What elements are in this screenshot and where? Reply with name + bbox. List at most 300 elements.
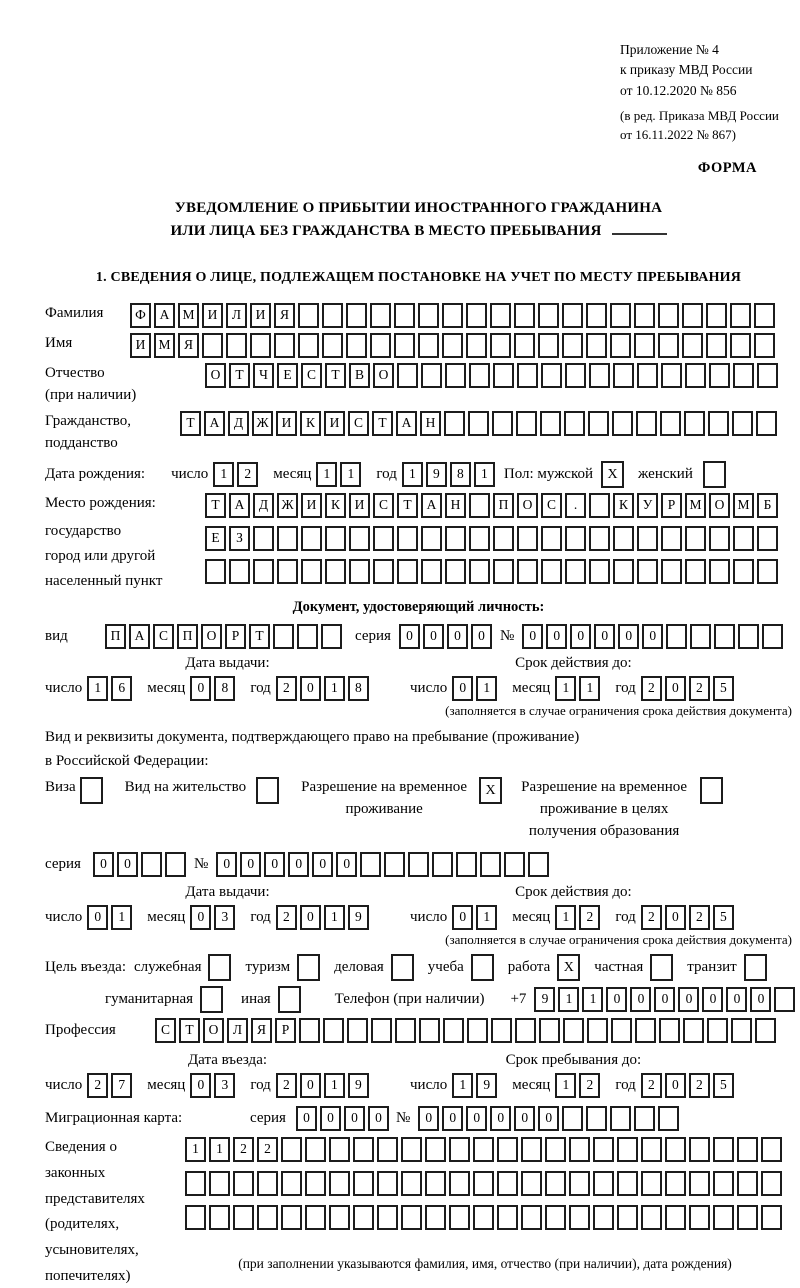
char-box[interactable] [660,411,681,436]
char-box[interactable] [634,333,655,358]
char-box[interactable] [517,363,538,388]
char-box[interactable] [737,1171,758,1196]
char-box[interactable] [562,303,583,328]
char-box[interactable] [754,303,775,328]
char-box[interactable]: Д [228,411,249,436]
char-box[interactable] [737,1137,758,1162]
char-box[interactable] [209,1205,230,1230]
char-box[interactable] [301,526,322,551]
char-box[interactable]: О [517,493,538,518]
char-box[interactable]: 2 [689,1073,710,1098]
char-box[interactable] [514,333,535,358]
char-box[interactable] [401,1171,422,1196]
char-box[interactable] [565,526,586,551]
char-box[interactable] [545,1171,566,1196]
char-box[interactable] [562,1106,583,1131]
char-box[interactable]: 0 [336,852,357,877]
char-box[interactable] [305,1171,326,1196]
char-box[interactable]: О [203,1018,224,1043]
char-box[interactable]: 0 [190,1073,211,1098]
char-box[interactable]: Ж [252,411,273,436]
char-box[interactable]: 0 [630,987,651,1012]
char-box[interactable]: Л [227,1018,248,1043]
char-box[interactable]: Т [372,411,393,436]
char-box[interactable]: 0 [300,676,321,701]
char-box[interactable] [593,1137,614,1162]
char-box[interactable] [305,1137,326,1162]
char-box[interactable] [708,411,729,436]
char-box[interactable] [564,411,585,436]
char-box[interactable] [467,1018,488,1043]
char-box[interactable] [685,559,706,584]
char-box[interactable] [514,303,535,328]
char-box[interactable] [637,526,658,551]
char-box[interactable] [493,559,514,584]
char-box[interactable]: Е [205,526,226,551]
char-box[interactable]: Т [179,1018,200,1043]
char-box[interactable]: 0 [399,624,420,649]
char-box[interactable]: С [153,624,174,649]
char-box[interactable] [756,411,777,436]
char-box[interactable] [682,333,703,358]
char-box[interactable]: 2 [276,676,297,701]
char-box[interactable] [613,559,634,584]
char-box[interactable] [738,624,759,649]
char-box[interactable] [637,363,658,388]
char-box[interactable]: М [154,333,175,358]
char-box[interactable] [377,1205,398,1230]
char-box[interactable] [733,526,754,551]
char-box[interactable]: 1 [316,462,337,487]
char-box[interactable]: 1 [558,987,579,1012]
char-box[interactable] [517,526,538,551]
char-box[interactable]: 0 [570,624,591,649]
sex-male-checkbox[interactable]: X [601,461,624,488]
char-box[interactable]: 0 [546,624,567,649]
char-box[interactable] [757,559,778,584]
char-box[interactable] [360,852,381,877]
char-box[interactable] [613,526,634,551]
char-box[interactable]: С [541,493,562,518]
char-box[interactable]: 9 [348,905,369,930]
char-box[interactable] [297,624,318,649]
char-box[interactable] [209,1171,230,1196]
char-box[interactable] [425,1205,446,1230]
char-box[interactable] [325,526,346,551]
char-box[interactable] [641,1205,662,1230]
char-box[interactable]: 0 [490,1106,511,1131]
char-box[interactable] [253,526,274,551]
char-box[interactable] [165,852,186,877]
char-box[interactable] [445,526,466,551]
char-box[interactable] [305,1205,326,1230]
char-box[interactable] [755,1018,776,1043]
char-box[interactable] [706,333,727,358]
char-box[interactable]: 1 [185,1137,206,1162]
char-box[interactable] [586,333,607,358]
char-box[interactable] [473,1205,494,1230]
char-box[interactable] [685,526,706,551]
char-box[interactable]: О [205,363,226,388]
char-box[interactable] [515,1018,536,1043]
purpose-study-checkbox[interactable] [471,954,494,981]
char-box[interactable] [610,333,631,358]
char-box[interactable]: 0 [87,905,108,930]
char-box[interactable] [253,559,274,584]
char-box[interactable] [473,1171,494,1196]
char-box[interactable]: 9 [476,1073,497,1098]
char-box[interactable] [421,363,442,388]
char-box[interactable] [329,1205,350,1230]
char-box[interactable] [709,526,730,551]
char-box[interactable]: 0 [93,852,114,877]
char-box[interactable]: 8 [348,676,369,701]
char-box[interactable]: 1 [402,462,423,487]
char-box[interactable]: 3 [214,1073,235,1098]
char-box[interactable]: И [324,411,345,436]
char-box[interactable] [713,1171,734,1196]
char-box[interactable]: 0 [288,852,309,877]
char-box[interactable] [497,1205,518,1230]
char-box[interactable]: 1 [474,462,495,487]
char-box[interactable] [589,526,610,551]
char-box[interactable]: 0 [538,1106,559,1131]
char-box[interactable]: Л [226,303,247,328]
char-box[interactable] [754,333,775,358]
char-box[interactable] [634,1106,655,1131]
char-box[interactable] [733,559,754,584]
char-box[interactable] [491,1018,512,1043]
char-box[interactable] [545,1205,566,1230]
char-box[interactable]: 0 [300,1073,321,1098]
char-box[interactable] [281,1137,302,1162]
char-box[interactable] [636,411,657,436]
char-box[interactable]: 1 [476,905,497,930]
char-box[interactable]: 0 [190,676,211,701]
char-box[interactable] [586,1106,607,1131]
char-box[interactable] [635,1018,656,1043]
char-box[interactable] [589,363,610,388]
char-box[interactable] [733,363,754,388]
char-box[interactable] [593,1205,614,1230]
char-box[interactable]: 5 [713,1073,734,1098]
char-box[interactable]: 1 [87,676,108,701]
char-box[interactable] [774,987,795,1012]
char-box[interactable]: 2 [237,462,258,487]
char-box[interactable]: 2 [87,1073,108,1098]
char-box[interactable] [658,303,679,328]
char-box[interactable] [737,1205,758,1230]
char-box[interactable]: 2 [579,905,600,930]
char-box[interactable] [665,1137,686,1162]
char-box[interactable] [587,1018,608,1043]
char-box[interactable]: 1 [324,676,345,701]
char-box[interactable] [408,852,429,877]
char-box[interactable]: 0 [442,1106,463,1131]
char-box[interactable] [277,559,298,584]
char-box[interactable]: П [493,493,514,518]
char-box[interactable]: Т [229,363,250,388]
char-box[interactable] [233,1171,254,1196]
char-box[interactable] [301,559,322,584]
char-box[interactable] [466,303,487,328]
char-box[interactable]: 0 [618,624,639,649]
char-box[interactable] [250,333,271,358]
char-box[interactable]: М [733,493,754,518]
char-box[interactable] [661,526,682,551]
char-box[interactable]: 0 [296,1106,317,1131]
char-box[interactable] [401,1137,422,1162]
char-box[interactable] [257,1205,278,1230]
char-box[interactable]: Р [225,624,246,649]
char-box[interactable]: 9 [534,987,555,1012]
char-box[interactable] [714,624,735,649]
char-box[interactable]: 0 [642,624,663,649]
char-box[interactable] [371,1018,392,1043]
char-box[interactable] [709,559,730,584]
char-box[interactable] [497,1171,518,1196]
char-box[interactable]: 0 [726,987,747,1012]
char-box[interactable]: П [177,624,198,649]
char-box[interactable] [444,411,465,436]
char-box[interactable] [425,1171,446,1196]
char-box[interactable]: У [637,493,658,518]
char-box[interactable] [569,1205,590,1230]
char-box[interactable] [730,333,751,358]
char-box[interactable] [394,333,415,358]
char-box[interactable]: 0 [447,624,468,649]
char-box[interactable]: 8 [450,462,471,487]
char-box[interactable]: 0 [606,987,627,1012]
char-box[interactable]: П [105,624,126,649]
char-box[interactable] [322,303,343,328]
char-box[interactable] [322,333,343,358]
char-box[interactable] [730,303,751,328]
char-box[interactable]: О [201,624,222,649]
char-box[interactable] [281,1205,302,1230]
char-box[interactable] [421,559,442,584]
char-box[interactable] [202,333,223,358]
char-box[interactable] [377,1171,398,1196]
char-box[interactable] [449,1205,470,1230]
char-box[interactable] [443,1018,464,1043]
char-box[interactable] [346,303,367,328]
char-box[interactable]: 0 [466,1106,487,1131]
char-box[interactable] [610,1106,631,1131]
char-box[interactable]: 2 [579,1073,600,1098]
char-box[interactable] [713,1137,734,1162]
char-box[interactable]: 2 [641,676,662,701]
char-box[interactable] [611,1018,632,1043]
char-box[interactable]: Д [253,493,274,518]
char-box[interactable] [277,526,298,551]
char-box[interactable] [421,526,442,551]
char-box[interactable] [661,559,682,584]
residence-permit-checkbox[interactable] [256,777,279,804]
char-box[interactable] [480,852,501,877]
char-box[interactable]: И [301,493,322,518]
char-box[interactable] [731,1018,752,1043]
char-box[interactable]: Т [205,493,226,518]
char-box[interactable] [418,303,439,328]
char-box[interactable] [689,1171,710,1196]
char-box[interactable]: Я [251,1018,272,1043]
char-box[interactable] [325,559,346,584]
char-box[interactable] [545,1137,566,1162]
char-box[interactable]: И [250,303,271,328]
char-box[interactable] [469,363,490,388]
char-box[interactable] [641,1171,662,1196]
char-box[interactable]: 2 [689,676,710,701]
char-box[interactable] [449,1171,470,1196]
char-box[interactable]: Б [757,493,778,518]
char-box[interactable]: А [129,624,150,649]
char-box[interactable] [141,852,162,877]
char-box[interactable]: А [229,493,250,518]
char-box[interactable]: 0 [190,905,211,930]
char-box[interactable] [538,333,559,358]
char-box[interactable] [425,1137,446,1162]
char-box[interactable]: Т [325,363,346,388]
char-box[interactable]: 1 [452,1073,473,1098]
char-box[interactable] [377,1137,398,1162]
char-box[interactable]: 0 [750,987,771,1012]
char-box[interactable] [469,559,490,584]
char-box[interactable] [323,1018,344,1043]
char-box[interactable] [349,526,370,551]
char-box[interactable]: 0 [216,852,237,877]
char-box[interactable] [540,411,561,436]
char-box[interactable]: 1 [555,1073,576,1098]
char-box[interactable] [665,1205,686,1230]
char-box[interactable]: В [349,363,370,388]
char-box[interactable]: Ч [253,363,274,388]
char-box[interactable]: 2 [233,1137,254,1162]
char-box[interactable]: 0 [320,1106,341,1131]
char-box[interactable]: Т [397,493,418,518]
char-box[interactable]: З [229,526,250,551]
purpose-business-checkbox[interactable] [391,954,414,981]
char-box[interactable]: 2 [689,905,710,930]
char-box[interactable] [449,1137,470,1162]
char-box[interactable]: 0 [312,852,333,877]
char-box[interactable] [757,526,778,551]
char-box[interactable] [565,559,586,584]
char-box[interactable] [762,624,783,649]
purpose-humanitarian-checkbox[interactable] [200,986,223,1013]
char-box[interactable] [185,1171,206,1196]
char-box[interactable] [617,1171,638,1196]
char-box[interactable] [617,1205,638,1230]
char-box[interactable] [761,1205,782,1230]
char-box[interactable]: С [155,1018,176,1043]
char-box[interactable] [528,852,549,877]
char-box[interactable] [634,303,655,328]
char-box[interactable]: 0 [368,1106,389,1131]
char-box[interactable] [757,363,778,388]
char-box[interactable] [690,624,711,649]
char-box[interactable]: И [276,411,297,436]
char-box[interactable]: С [348,411,369,436]
char-box[interactable]: 0 [654,987,675,1012]
char-box[interactable] [353,1137,374,1162]
purpose-private-checkbox[interactable] [650,954,673,981]
char-box[interactable]: 0 [514,1106,535,1131]
char-box[interactable] [257,1171,278,1196]
char-box[interactable] [349,559,370,584]
purpose-official-checkbox[interactable] [208,954,231,981]
char-box[interactable]: 2 [276,905,297,930]
char-box[interactable] [541,363,562,388]
char-box[interactable]: 1 [324,1073,345,1098]
char-box[interactable]: 0 [665,905,686,930]
char-box[interactable] [761,1171,782,1196]
char-box[interactable]: 0 [678,987,699,1012]
char-box[interactable]: 5 [713,676,734,701]
char-box[interactable] [226,333,247,358]
char-box[interactable] [281,1171,302,1196]
purpose-transit-checkbox[interactable] [744,954,767,981]
char-box[interactable] [641,1137,662,1162]
char-box[interactable]: О [373,363,394,388]
char-box[interactable] [666,624,687,649]
char-box[interactable]: 0 [452,676,473,701]
char-box[interactable] [517,559,538,584]
char-box[interactable] [732,411,753,436]
char-box[interactable] [569,1171,590,1196]
char-box[interactable] [395,1018,416,1043]
char-box[interactable] [684,411,705,436]
char-box[interactable] [541,559,562,584]
char-box[interactable] [589,493,610,518]
char-box[interactable] [397,526,418,551]
char-box[interactable] [353,1171,374,1196]
char-box[interactable]: . [565,493,586,518]
char-box[interactable] [456,852,477,877]
char-box[interactable] [541,526,562,551]
char-box[interactable]: 1 [476,676,497,701]
char-box[interactable]: 0 [418,1106,439,1131]
char-box[interactable] [586,303,607,328]
char-box[interactable]: 0 [344,1106,365,1131]
char-box[interactable] [273,624,294,649]
char-box[interactable] [397,363,418,388]
char-box[interactable] [516,411,537,436]
char-box[interactable]: 1 [579,676,600,701]
char-box[interactable]: 1 [582,987,603,1012]
char-box[interactable] [321,624,342,649]
char-box[interactable] [490,333,511,358]
char-box[interactable]: 0 [665,1073,686,1098]
char-box[interactable] [373,526,394,551]
char-box[interactable] [397,559,418,584]
char-box[interactable]: 0 [665,676,686,701]
char-box[interactable]: 9 [426,462,447,487]
char-box[interactable] [442,333,463,358]
char-box[interactable]: 0 [452,905,473,930]
char-box[interactable]: 0 [264,852,285,877]
char-box[interactable] [468,411,489,436]
char-box[interactable]: 1 [111,905,132,930]
char-box[interactable]: Т [249,624,270,649]
char-box[interactable] [329,1171,350,1196]
char-box[interactable] [490,303,511,328]
char-box[interactable]: 1 [324,905,345,930]
char-box[interactable]: 1 [555,905,576,930]
char-box[interactable] [665,1171,686,1196]
char-box[interactable]: С [373,493,394,518]
char-box[interactable] [418,333,439,358]
